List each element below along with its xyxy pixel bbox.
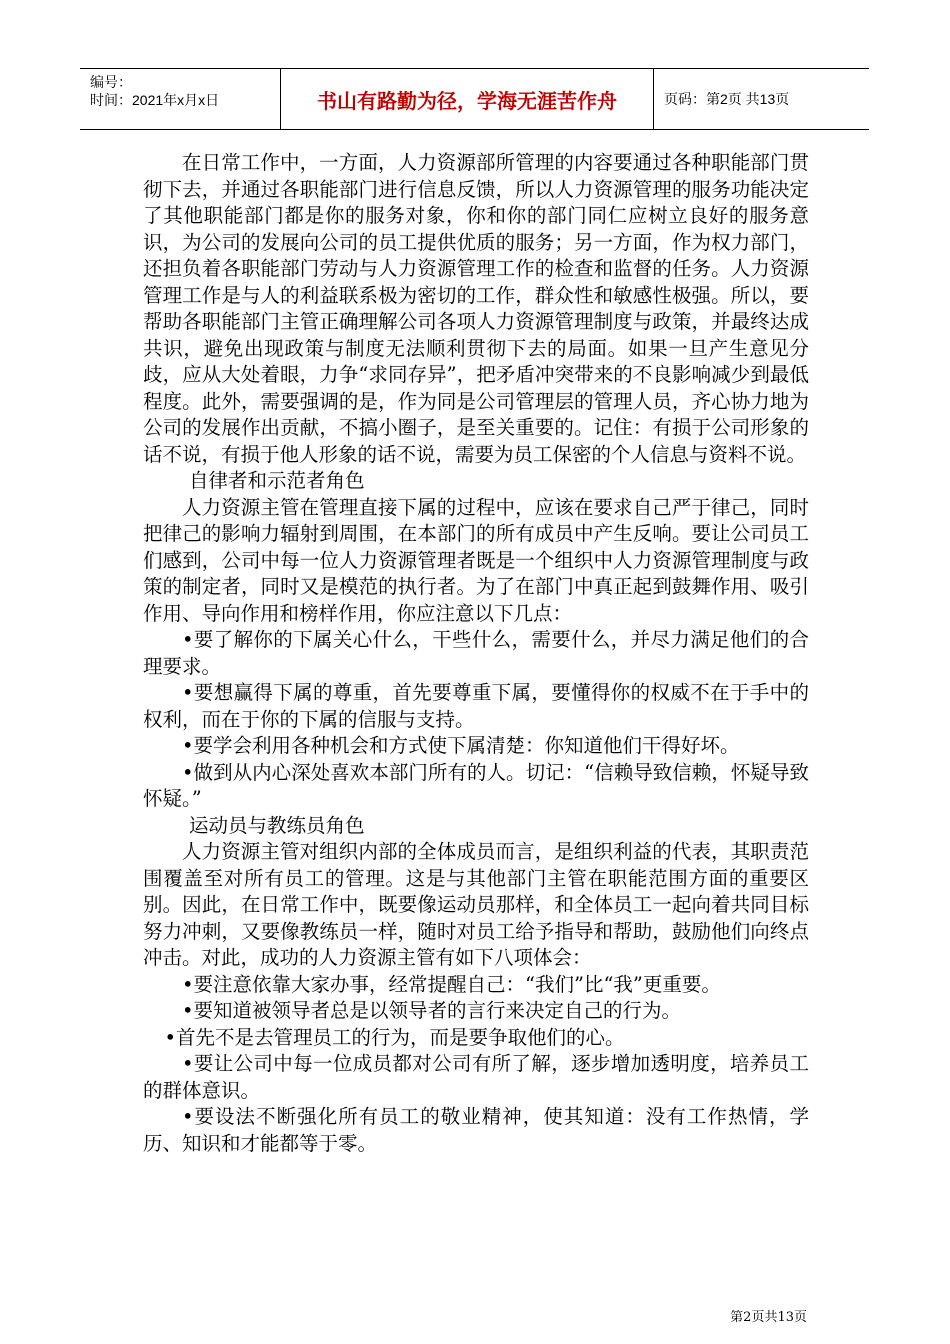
bullet-item: •要知道被领导者总是以领导者的言行来决定自己的行为。 xyxy=(182,999,682,1022)
section-heading: 自律者和示范者角色 xyxy=(189,469,365,492)
bullet-item: •要设法不断强化所有员工的敬业精神，使其知道：没有工作热情，学历、知识和才能都等于零。 xyxy=(143,1105,809,1155)
section-heading: 运动员与教练员角色 xyxy=(189,813,365,837)
document-date: 时间：2021年x月x日 xyxy=(90,92,220,108)
bullet-item: •做到从内心深处喜欢本部门所有的人。切记：“信赖导致信赖，怀疑导致怀疑。” xyxy=(143,760,809,810)
document-body xyxy=(143,150,809,1157)
bullet-item: •要让公司中每一位成员都对公司有所了解，逐步增加透明度，培养员工的群体意识。 xyxy=(143,1052,809,1102)
bullet-item: •要注意依靠大家办事，经常提醒自己：“我们”比“我”更重要。 xyxy=(182,972,721,996)
page-footer: 第2页共13页 xyxy=(730,1310,807,1325)
bullet-item: •要想赢得下属的尊重，首先要尊重下属，要懂得你的权威不在于手中的权利，而在于你的下属的信服与支持。 xyxy=(143,681,809,731)
document-number-label: 编号： xyxy=(90,74,132,90)
body-paragraph: 在日常工作中，一方面，人力资源部所管理的内容要通过各种职能部门贯彻下去，并通过各职能部门进行信息反馈，所以人力资源管理的服务功能决定了其他职能部门都是你的服务对象，你和你的部门同仁应树立良好的服务意识，为公司的发展向公司的员工提供优质的服务；另一方面，作为权力部门，还担负着各职能部门劳动与人力资源管理工作的检查和监督的任务。人力资源管理工作是与人的利益联系极为密切的工作，群众性和敏感性极强。所以，要帮助各职能部门主管正确理解公司各项人力资源管理制度与政策，并最终达成共识，避免出现政策与制度无法顺利贯彻下去的局面。如果一旦产生意见分歧，应从大处着眼，力争“求同存异”，把矛盾冲突带来的不良影响减少到最低程度。此外，需要强调的是，作为同是公司管理层的管理人员，齐心协力地为公司的发展作出贡献，不搞小圈子，是至关重要的。记住：有损于公司形象的话不说，有损于他人形象的话不说，需要为员工保密的个人信息与资料不说。 xyxy=(143,151,809,466)
bullet-item: •首先不是去管理员工的行为，而是要争取他们的心。 xyxy=(164,1025,625,1049)
header-page-cell xyxy=(654,69,869,129)
header-motto: 书山有路勤为径，学海无涯苦作舟 xyxy=(317,89,617,113)
body-paragraph: 人力资源主管在管理直接下属的过程中，应该在要求自己严于律己，同时把律己的影响力辐射到周围，在本部门的所有成员中产生反响。要让公司员工们感到，公司中每一位人力资源管理者既是一个组织中人力资源管理制度与政策的制定者，同时又是模范的执行者。为了在部门中真正起到鼓舞作用、吸引作用、导向作用和榜样作用，你应注意以下几点： xyxy=(143,495,809,625)
bullet-item: •要了解你的下属关心什么，干些什么，需要什么，并尽力满足他们的合理要求。 xyxy=(143,628,809,678)
body-paragraph: 人力资源主管对组织内部的全体成员而言，是组织利益的代表，其职责范围覆盖至对所有员工的管理。这是与其他部门主管在职能范围方面的重要区别。因此，在日常工作中，既要像运动员那样，和全体员工一起向着共同目标努力冲刺，又要像教练员一样，随时对员工给予指导和帮助，鼓励他们向终点冲击。对此，成功的人力资源主管有如下八项体会： xyxy=(143,840,809,969)
header-page-code: 页码：第2页 共13页 xyxy=(664,91,790,107)
header-meta-cell xyxy=(80,69,281,129)
bullet-item: •要学会利用各种机会和方式使下属清楚：你知道他们干得好坏。 xyxy=(182,734,740,757)
header-motto-cell xyxy=(281,69,654,129)
page-header xyxy=(80,68,869,130)
